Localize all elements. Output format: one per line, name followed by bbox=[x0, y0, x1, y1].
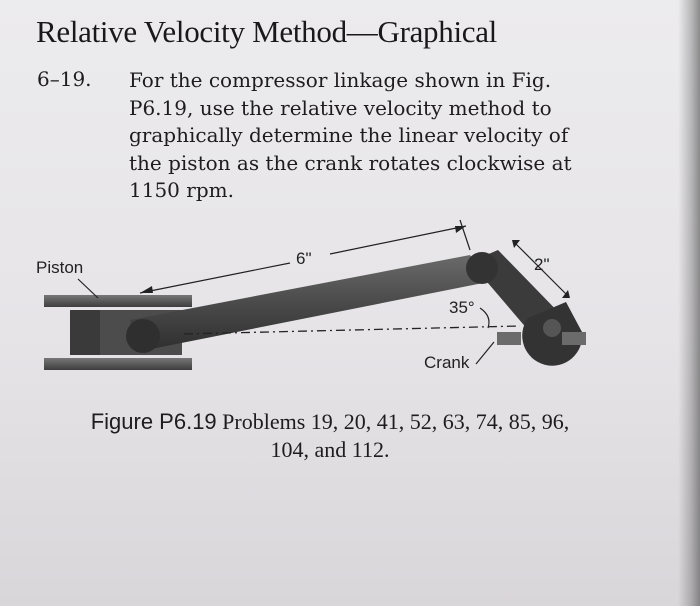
problem-line: 1150 rpm. bbox=[129, 178, 234, 202]
problem-line: the piston as the crank rotates clockwise at bbox=[129, 150, 572, 175]
problem-line: graphically determine the linear velocity of bbox=[129, 123, 569, 147]
rod-dimension-line-right bbox=[330, 226, 466, 254]
angle-label: 35° bbox=[449, 298, 475, 317]
crank-length-label: 2" bbox=[534, 255, 550, 274]
rod-length-label: 6" bbox=[296, 249, 312, 268]
piston-guide-top bbox=[44, 295, 192, 307]
caption-problem-list: Problems 19, 20, 41, 52, 63, 74, 85, 96, bbox=[222, 409, 570, 434]
piston-guide-bottom bbox=[44, 358, 192, 370]
rod-extension-line bbox=[460, 220, 470, 250]
crank-label: Crank bbox=[424, 353, 470, 372]
wrist-pin bbox=[126, 319, 160, 353]
piston-label: Piston bbox=[36, 258, 84, 277]
problem-statement bbox=[129, 67, 609, 205]
section-heading: Relative Velocity Method—Graphical bbox=[36, 14, 497, 49]
problem-number: 6–19. bbox=[37, 67, 92, 91]
figure-caption bbox=[30, 408, 630, 464]
problem-line: P6.19, use the relative velocity method to bbox=[129, 95, 552, 120]
crank-pin bbox=[466, 252, 498, 284]
ground-support-left bbox=[497, 332, 521, 345]
problem-line: For the compressor linkage shown in Fig. bbox=[129, 68, 552, 92]
ground-support-right bbox=[562, 332, 586, 345]
compressor-linkage-figure bbox=[0, 210, 700, 400]
caption-problem-list-continued: 104, and 112. bbox=[270, 437, 390, 462]
crank-leader-line bbox=[476, 342, 494, 364]
angle-arc bbox=[480, 308, 489, 328]
rod-dimension-arrow-left bbox=[140, 286, 153, 293]
caption-figure-label: Figure P6.19 bbox=[90, 409, 217, 434]
piston-block-shade bbox=[70, 310, 100, 355]
rod-dimension-line-left bbox=[140, 263, 290, 293]
crank-pivot bbox=[543, 319, 561, 337]
